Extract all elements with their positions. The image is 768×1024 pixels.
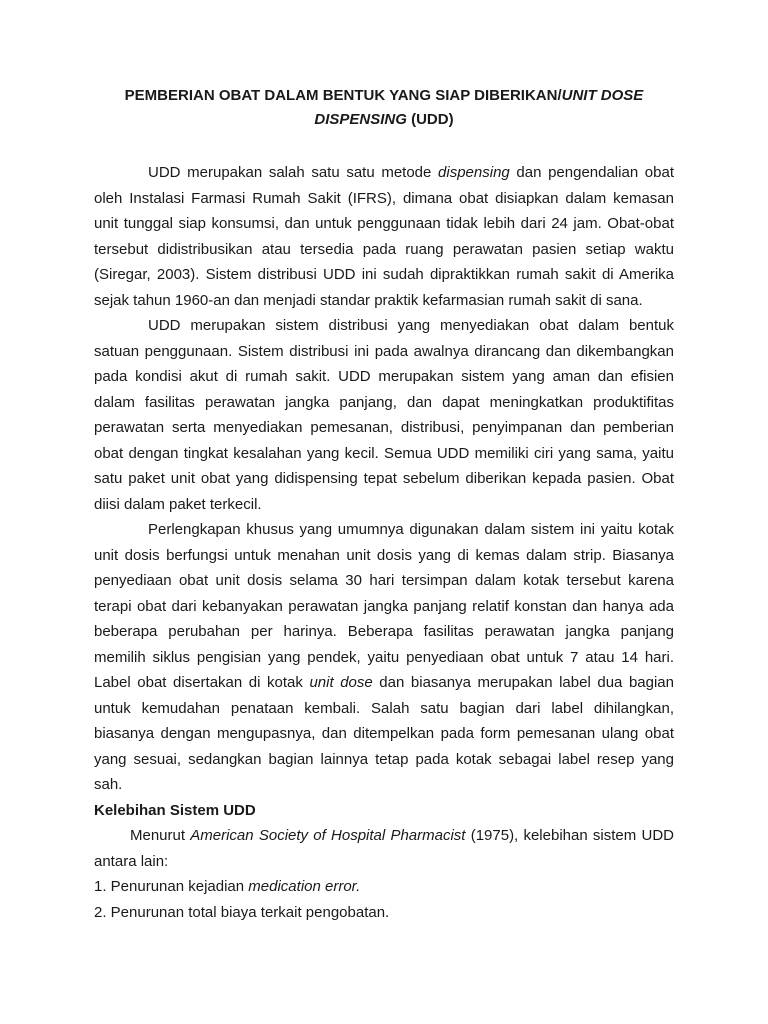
paragraph-1-italic: dispensing xyxy=(438,164,510,181)
paragraph-3-italic: unit dose xyxy=(309,674,373,691)
list-item-1 xyxy=(94,874,674,900)
list-item-1-text: 1. Penurunan kejadian xyxy=(94,878,249,895)
paragraph-1-text-a: UDD merupakan salah satu satu metode xyxy=(148,164,439,181)
section-heading: Kelebihan Sistem UDD xyxy=(94,801,256,819)
document-body xyxy=(94,160,674,925)
paragraph-1-text-c: dan pengendalian obat oleh Instalasi Farmasi Rumah Sakit (IFRS), dimana obat disiapkan dalam kemasan unit tunggal siap konsumsi, dan untuk penggunaan tidak lebih dari 24 jam. Obat-obat tersebut didistribusikan atau tersedia pada ruang perawatan pasien setiap waktu (Siregar, 2003). Sistem distribusi UDD ini sudah dipraktikkan rumah sakit di Amerika sejak tahun 1960-an dan menjadi standar praktik kefarmasian rumah sakit di sana. xyxy=(94,164,674,309)
list-item-1-italic: medication error. xyxy=(248,878,361,895)
title-text: PEMBERIAN OBAT DALAM BENTUK YANG SIAP DIBERIKAN/ xyxy=(124,87,562,104)
document-title xyxy=(94,84,674,132)
paragraph-3-text-c: dan biasanya merupakan label dua bagian untuk kemudahan penataan kembali. Salah satu bagian dari label dihilangkan, biasanya dengan mengupasnya, dan ditempelkan pada form pemesanan ulang obat yang sesuai, sedangkan bagian lainnya tetap pada kotak sebagai label resep yang sah. xyxy=(94,674,674,793)
paragraph-2: UDD merupakan sistem distribusi yang menyediakan obat dalam bentuk satuan penggunaan. Sistem distribusi ini pada awalnya dirancang dan dikembangkan pada kondisi akut di rumah sakit. UDD merupakan sistem yang aman dan efisien dalam fasilitas perawatan jangka panjang, dan dapat meningkatkan produktifitas perawatan serta menyediakan pemesanan, distribusi, penyimpanan dan pemberian obat dengan tingkat kesalahan yang kecil. Semua UDD memiliki ciri yang sama, yaitu satu paket unit obat yang didispensing tepat sebelum diberikan kepada pasien. Obat diisi dalam paket terkecil. xyxy=(94,317,674,513)
list-item-2: 2. Penurunan total biaya terkait pengobatan. xyxy=(94,903,390,921)
paragraph-3-text-a: Perlengkapan khusus yang umumnya digunakan dalam sistem ini yaitu kotak unit dosis berfungsi untuk menahan unit dosis yang di kemas dalam strip. Biasanya penyediaan obat unit dosis selama 30 hari tersimpan dalam kotak tersebut karena terapi obat dari kebanyakan perawatan jangka panjang relatif konstan dan hanya ada beberapa perubahan per harinya. Beberapa fasilitas perawatan jangka panjang memilih siklus pengisian yang pendek, yaitu penyediaan obat untuk 7 atau 14 hari. Label obat disertakan di kotak xyxy=(94,521,674,691)
paragraph-1 xyxy=(94,160,674,313)
title-italic: UNIT DOSE DISPENSING xyxy=(314,87,644,128)
paragraph-4-italic: American Society of Hospital Pharmacist xyxy=(190,827,466,844)
paragraph-4-text-c: (1975), kelebihan sistem UDD antara lain: xyxy=(94,827,674,870)
paragraph-4 xyxy=(94,823,674,874)
title-suffix: (UDD) xyxy=(406,111,454,128)
paragraph-4-text-a: Menurut xyxy=(130,827,191,844)
paragraph-3 xyxy=(94,517,674,798)
